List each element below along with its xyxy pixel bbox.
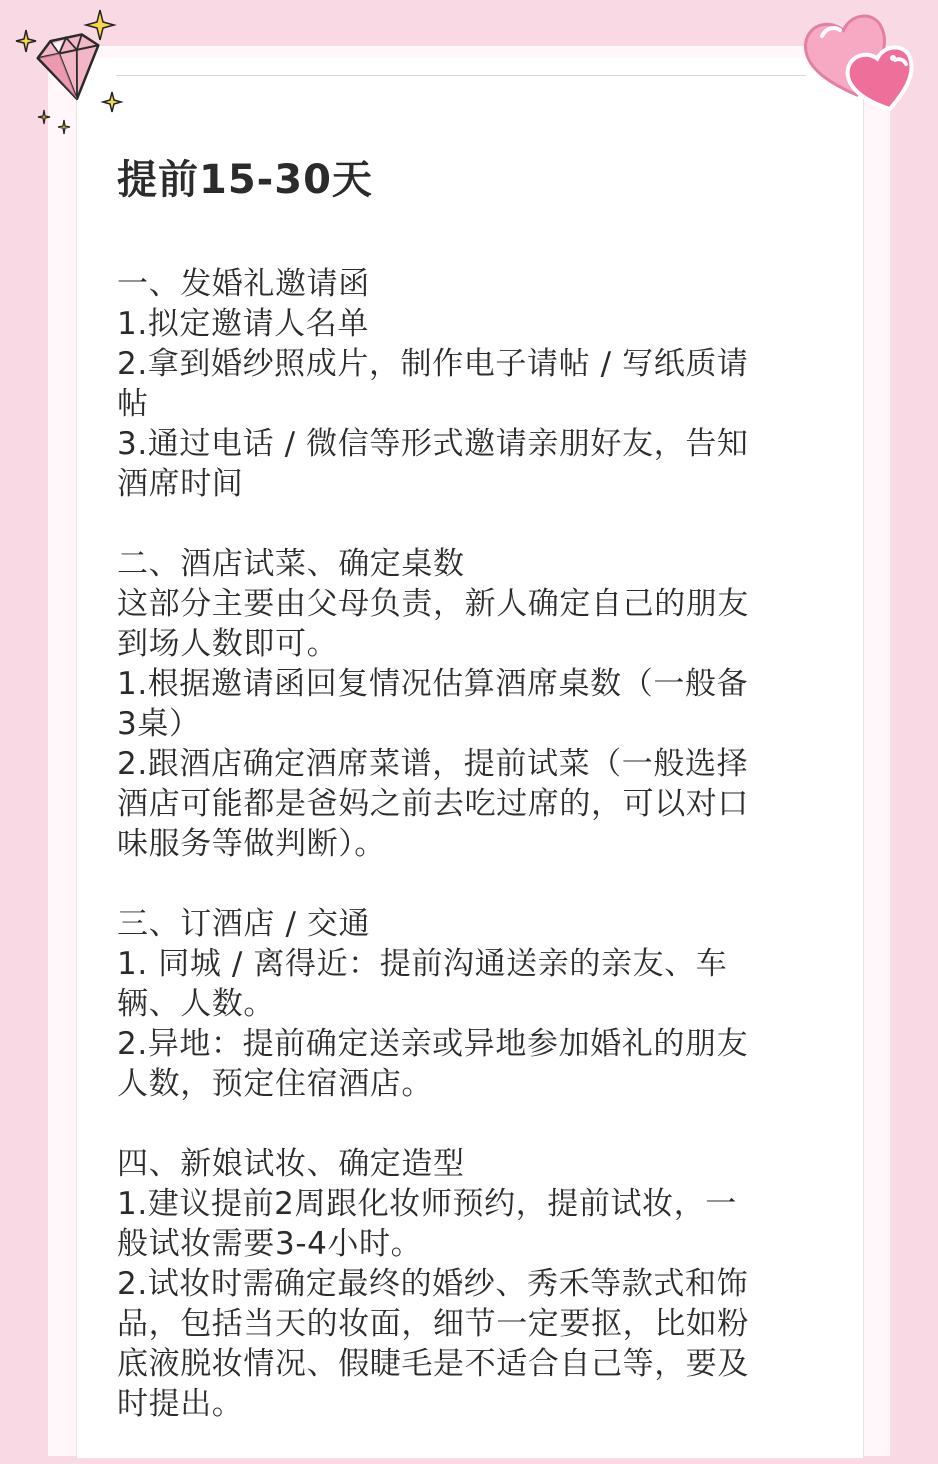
text-line: 3.通过电话 / 微信等形式邀请亲朋好友，告知 [117, 426, 749, 462]
text-line: 时提出。 [117, 1386, 244, 1422]
page-title: 提前15-30天 [117, 157, 373, 203]
section-heading: 三、订酒店 / 交通 [117, 906, 371, 942]
text-line: 人数，预定住宿酒店。 [117, 1066, 433, 1102]
text-line: 底液脱妆情况、假睫毛是不适合自己等，要及 [117, 1346, 749, 1382]
section-hotel-tasting [117, 544, 817, 864]
text-line: 酒席时间 [117, 466, 244, 502]
text-line: 到场人数即可。 [117, 626, 339, 662]
text-line: 2.拿到婚纱照成片，制作电子请帖 / 写纸质请 [117, 346, 749, 382]
section-hotel-transport [117, 904, 817, 1104]
hearts-icon [800, 6, 935, 121]
section-heading: 四、新娘试妆、确定造型 [117, 1146, 465, 1182]
section-invitations [117, 264, 817, 504]
text-line: 3桌） [117, 706, 201, 742]
text-line: 般试妆需要3-4小时。 [117, 1226, 423, 1262]
text-line: 1.拟定邀请人名单 [117, 306, 369, 342]
sparkle-icon [58, 120, 70, 134]
section-heading: 二、酒店试菜、确定桌数 [117, 546, 465, 582]
text-line: 这部分主要由父母负责，新人确定自己的朋友 [117, 586, 749, 622]
text-line: 1.建议提前2周跟化妆师预约，提前试妆，一 [117, 1186, 737, 1222]
text-line: 2.试妆时需确定最终的婚纱、秀禾等款式和饰 [117, 1266, 749, 1302]
text-line: 辆、人数。 [117, 986, 275, 1022]
text-line: 1. 同城 / 离得近：提前沟通送亲的亲友、车 [117, 946, 728, 982]
sparkle-icon [16, 30, 36, 52]
text-line: 帖 [117, 386, 149, 422]
text-line: 2.跟酒店确定酒席菜谱，提前试菜（一般选择 [117, 746, 749, 782]
text-line: 酒店可能都是爸妈之前去吃过席的，可以对口 [117, 786, 749, 822]
note-content [117, 150, 817, 1464]
section-heading: 一、发婚礼邀请函 [117, 266, 370, 302]
sparkle-icon [86, 10, 114, 40]
text-line: 味服务等做判断）。 [117, 826, 386, 862]
diamond-icon [12, 4, 127, 139]
divider [116, 75, 806, 76]
section-bridal-makeup [117, 1144, 817, 1424]
text-line: 2.异地：提前确定送亲或异地参加婚礼的朋友 [117, 1026, 749, 1062]
text-line: 1.根据邀请函回复情况估算酒席桌数（一般备 [117, 666, 749, 702]
sparkle-icon [38, 110, 50, 124]
text-line: 品，包括当天的妆面，细节一定要抠，比如粉 [117, 1306, 749, 1342]
sparkle-icon [103, 92, 121, 112]
